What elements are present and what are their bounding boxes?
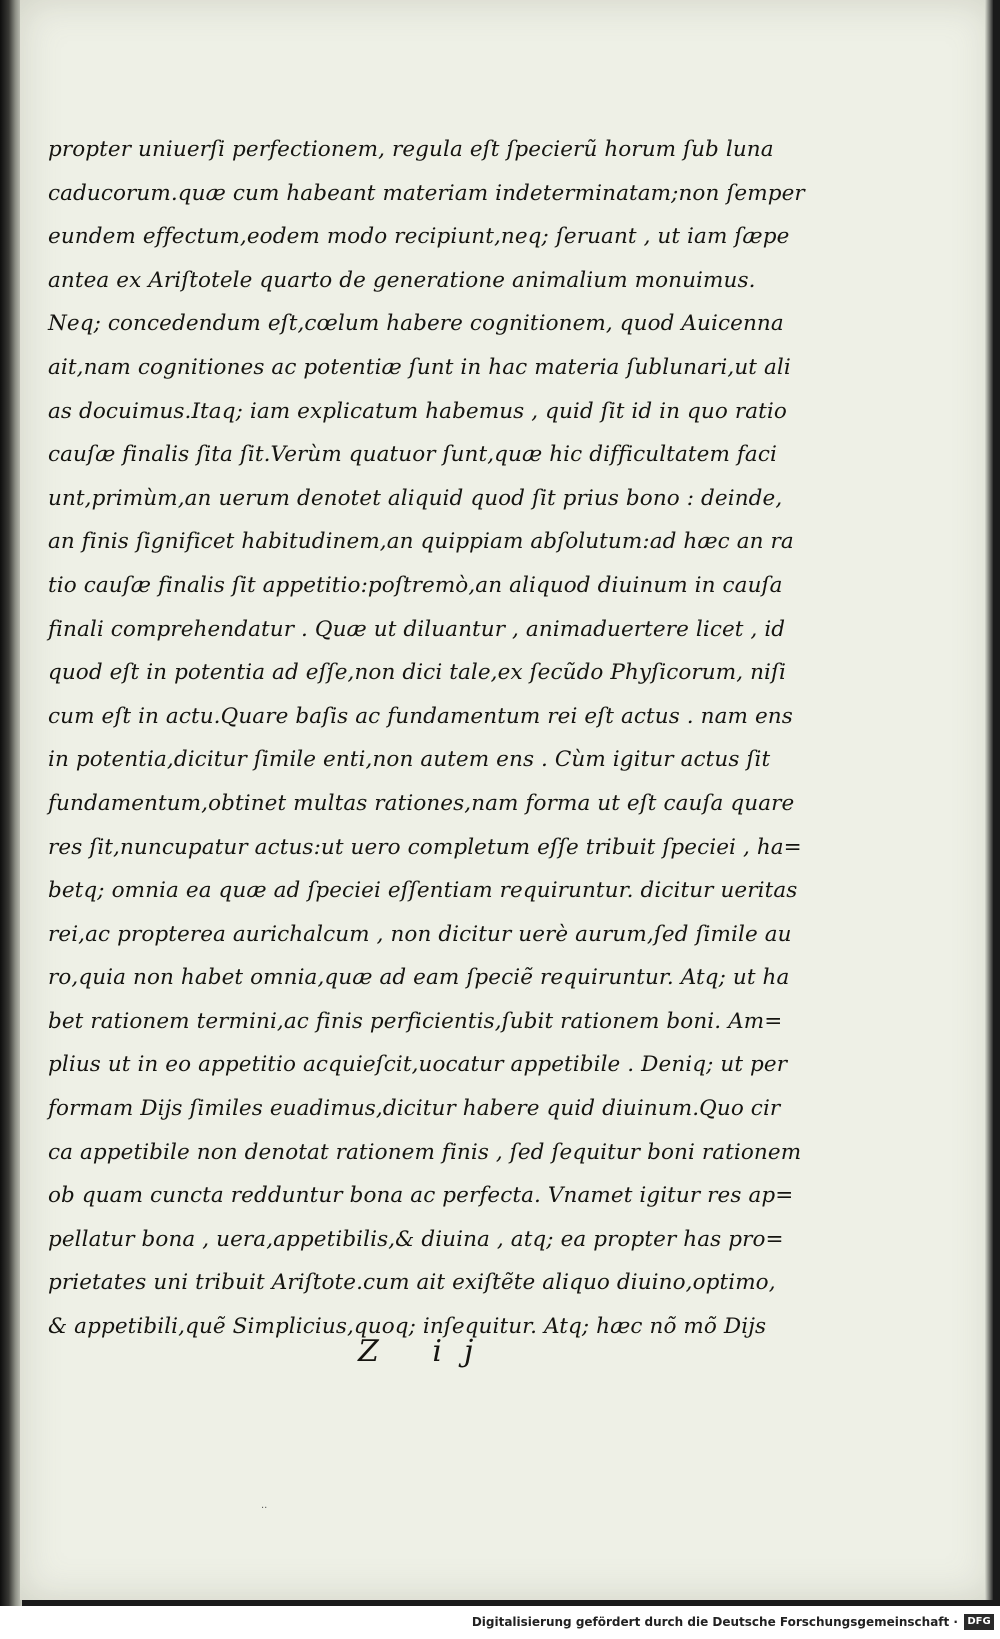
text-line: betq; omnia ea quæ ad ſpeciei eſſentiam requiruntur. dicitur ueritas bbox=[48, 878, 798, 904]
text-line: quod eſt in potentia ad eſſe,non dici tale,ex ſecũdo Phyſicorum, niſi bbox=[48, 660, 787, 686]
text-line: cum eſt in actu.Quare baſis ac fundamentum rei eſt actus . nam ens bbox=[48, 703, 793, 729]
text-line: propter uniuerſi perfectionem, regula eſt ſpecierũ horum ſub luna bbox=[48, 137, 774, 162]
text-line: & appetibili,quẽ Simplicius,quoq; inſequitur. Atq; hæc nõ mõ Dijs bbox=[48, 1314, 767, 1340]
book-gutter-edge bbox=[0, 0, 22, 1606]
book-page bbox=[20, 0, 993, 1600]
text-line: Neq; concedendum eſt,cœlum habere cognitionem, quod Auicenna bbox=[48, 311, 784, 337]
text-line: pellatur bona , uera,appetibilis,& diuina , atq; ea propter has pro= bbox=[48, 1226, 784, 1252]
signature-mark: Z ij bbox=[358, 1334, 496, 1369]
ink-speck: ·· bbox=[261, 1503, 268, 1514]
text-line: ob quam cuncta redduntur bona ac perfecta. Vnamet igitur res ap= bbox=[48, 1183, 794, 1209]
funding-credit: Digitalisierung gefördert durch die Deutsche Forschungsgemeinschaft · bbox=[471, 1615, 958, 1629]
text-line: in potentia,dicitur ſimile enti,non autem ens . Cùm igitur actus ſit bbox=[48, 747, 771, 773]
text-line: eundem effectum,eodem modo recipiunt,neq; ſeruant , ut iam ſæpe bbox=[48, 224, 790, 250]
text-line: ca appetibile non denotat rationem finis , ſed ſequitur boni rationem bbox=[48, 1139, 802, 1165]
text-line: cauſæ finalis ſita ſit.Verùm quatuor ſunt,quæ hic difficultatem faci bbox=[48, 442, 777, 468]
dfg-logo-icon: DFG bbox=[964, 1614, 994, 1630]
text-line: tio cauſæ finalis ſit appetitio:poſtremò,an aliquod diuinum in cauſa bbox=[48, 572, 783, 598]
text-line: prietates uni tribuit Ariſtote.cum ait exiſtẽte aliquo diuino,optimo, bbox=[48, 1270, 776, 1296]
footer-bar bbox=[0, 1606, 1000, 1639]
text-line: caducorum.quæ cum habeant materiam indeterminatam;non ſemper bbox=[48, 180, 805, 206]
text-line: ait,nam cognitiones ac potentiæ ſunt in hac materia ſublunari,ut ali bbox=[48, 354, 791, 380]
text-line: finali comprehendatur . Quæ ut diluantur , animaduertere licet , id bbox=[48, 616, 786, 642]
text-line: formam Dijs ſimiles euadimus,dicitur habere quid diuinum.Quo cir bbox=[48, 1096, 781, 1122]
text-line: as docuimus.Itaq; iam explicatum habemus , quid ſit id in quo ratio bbox=[48, 398, 787, 424]
text-line: unt,primùm,an uerum denotet aliquid quod ſit prius bono : deinde, bbox=[48, 485, 783, 511]
text-line: plius ut in eo appetitio acquieſcit,uocatur appetibile . Deniq; ut per bbox=[48, 1052, 788, 1078]
text-line: bet rationem termini,ac finis perficientis,ſubit rationem boni. Am= bbox=[48, 1008, 783, 1034]
text-line: rei,ac propterea aurichalcum , non dicitur uerè aurum,ſed ſimile au bbox=[48, 921, 792, 947]
text-line: fundamentum,obtinet multas rationes,nam forma ut eſt cauſa quare bbox=[48, 790, 795, 816]
text-line: ro,quia non habet omnia,quæ ad eam ſpeciẽ requiruntur. Atq; ut ha bbox=[48, 965, 790, 991]
text-line: an finis ſignificet habitudinem,an quippiam abſolutum:ad hæc an ra bbox=[48, 529, 794, 555]
text-line: res ſit,nuncupatur actus:ut uero completum eſſe tribuit ſpeciei , ha= bbox=[48, 834, 802, 860]
text-line: antea ex Ariſtotele quarto de generatione animalium monuimus. bbox=[48, 267, 756, 293]
body-text bbox=[48, 128, 828, 1349]
